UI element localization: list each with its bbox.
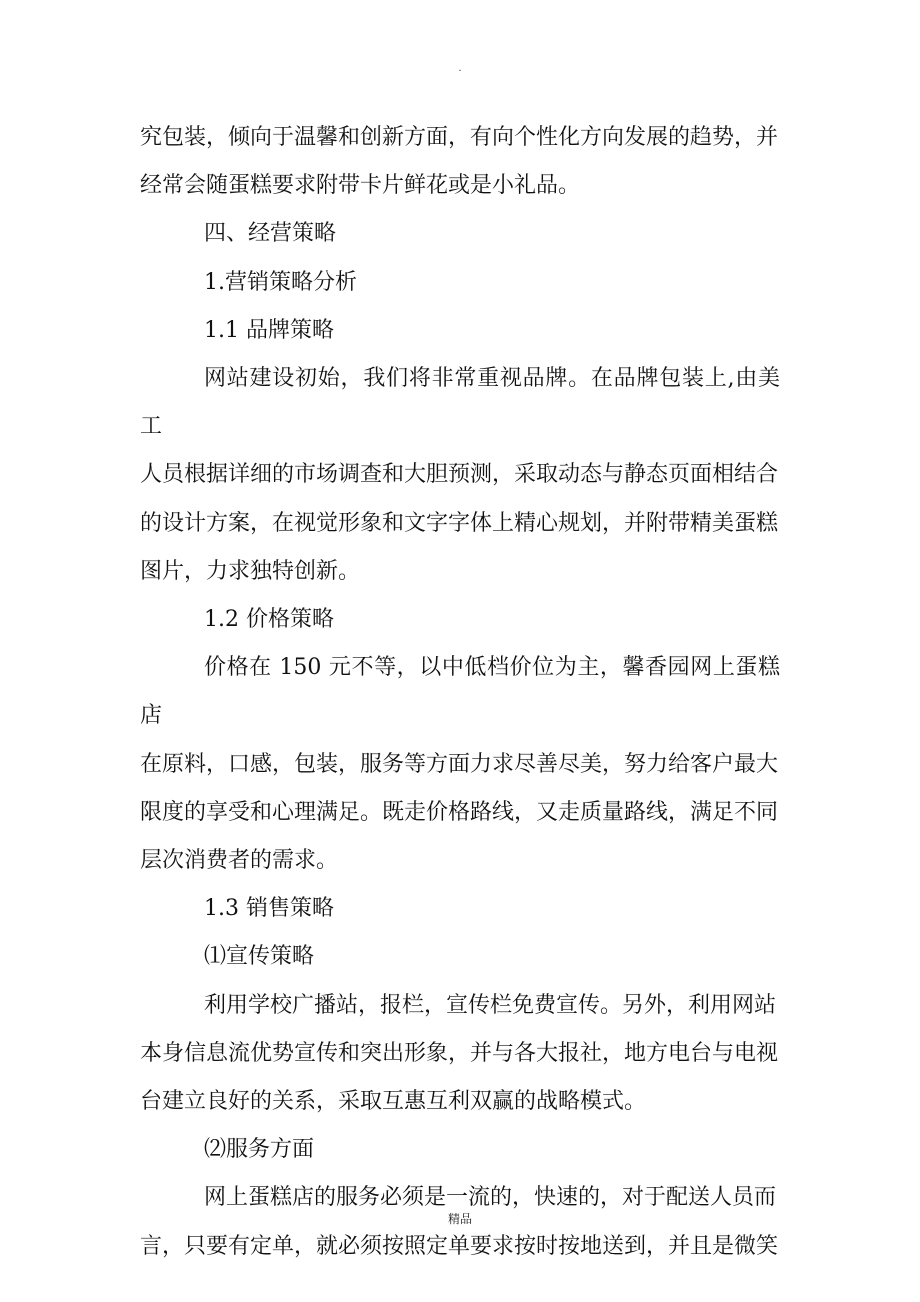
paragraph-line: 经常会随蛋糕要求附带卡片鲜花或是小礼品。	[140, 173, 581, 199]
paragraph-line: 究包装，倾向于温馨和创新方面，有向个性化方向发展的趋势，并	[140, 125, 779, 150]
paragraph-line: 台建立良好的关系，采取互惠互利双赢的战略模式。	[140, 1089, 647, 1115]
subsection-heading-marketing: 1.营销策略分析	[204, 269, 357, 295]
paragraph-line: 图片，力求独特创新。	[140, 558, 361, 584]
paragraph-line: 网上蛋糕店的服务必须是一流的，快速的，对于配送人员而	[204, 1185, 777, 1211]
header-mark: .	[458, 63, 462, 74]
paragraph-line: 的设计方案，在视觉形象和文字字体上精心规划，并附带精美蛋糕	[140, 510, 779, 536]
paragraph-line: 限度的享受和心理满足。既走价格路线，又走质量路线，满足不同	[140, 799, 779, 825]
paragraph-line: 层次消费者的需求。	[140, 848, 339, 874]
paragraph-line: 在原料，口感，包装，服务等方面力求尽善尽美，努力给客户最大	[140, 751, 779, 777]
subsection-heading-price: 1.2 价格策略	[204, 607, 334, 633]
subsection-heading-brand: 1.1 品牌策略	[204, 317, 334, 343]
paragraph-line: 本身信息流优势宣传和突出形象，并与各大报社，地方电台与电视	[140, 1040, 779, 1066]
paragraph-line: 言，只要有定单，就必须按照定单要求按时按地送到，并且是微笑	[140, 1233, 779, 1259]
paragraph-line: 利用学校广播站，报栏，宣传栏免费宣传。另外，利用网站	[204, 992, 777, 1018]
document-body	[140, 114, 780, 1271]
subsection-heading-sales: 1.3 销售策略	[204, 896, 334, 922]
item-heading-promotion: ⑴宣传策略	[204, 944, 315, 970]
paragraph-line: 人员根据详细的市场调查和大胆预测，采取动态与静态页面相结合	[140, 462, 779, 488]
paragraph-line: 网站建设初始，我们将非常重视品牌。在品牌包装上,由美工	[140, 366, 780, 440]
footer-label: 精品	[447, 1212, 472, 1226]
item-heading-service: ⑵服务方面	[204, 1137, 315, 1163]
section-heading-strategy: 四、经营策略	[204, 221, 337, 247]
paragraph-line: 价格在 150 元不等，以中低档价位为主，馨香园网上蛋糕店	[140, 655, 780, 729]
